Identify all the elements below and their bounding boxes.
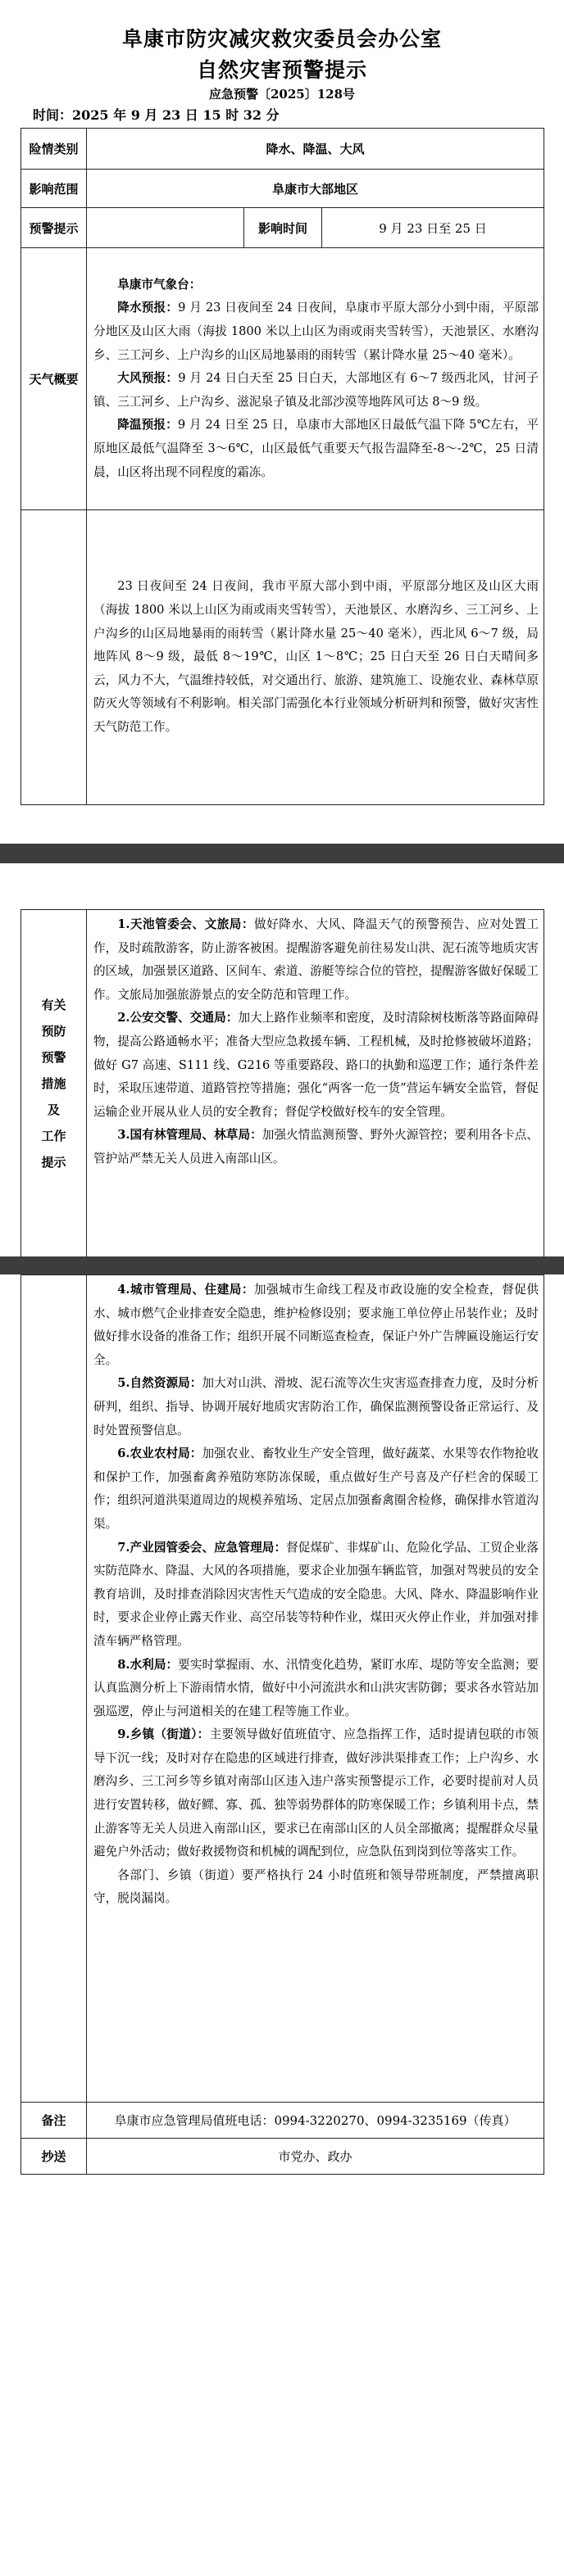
impact-scope-label: 影响范围 [21,170,87,208]
measure-item-6 [93,1442,539,1536]
measure-item-1 [93,913,539,1007]
info-table [20,128,544,805]
forecast-rain-text: 9 月 23 日夜间至 24 日夜间，阜康市平原大部分小到中雨，平原部分地区及山区大雨（海拔 1800 米以上山区为雨或雨夹雪转雪），天池景区、水磨沟乡、三工河乡、上户沟乡的山区局地暴雨的雨转雪（累计降水量 25～40 毫米）。 [93,301,539,362]
forecast-wind [93,367,539,414]
page-two [0,863,564,1256]
document-title-line1: 阜康市防灾减灾救灾委员会办公室 [121,27,442,51]
measure-item-2 [93,1007,539,1124]
forecast-rain [93,297,539,367]
measure-item-8-head: 8.水利局： [117,1657,179,1672]
measures-label [21,910,87,1257]
measure-item-1-text: 做好降水、大风、降温天气的预警预告、应对处置工作，及时疏散游客，防止游客被困。提醒游客避免前往易发山洪、泥石流等地质灾害的区域，加强景区道路、区间车、索道、游艇等综合位的管控，提醒游客做好保暖工作。文旅局加强旅游景点的安全防范和管理工作。 [93,917,539,1002]
impact-scope-value: 阜康市大部地区 [87,170,544,208]
page-one [0,0,564,844]
measures-label-continued [21,1275,87,2103]
measures-cell-part1 [87,910,544,1257]
measures-label-7: 提示 [41,1154,66,1170]
measure-item-2-head: 2.公安交警、交通局： [117,1011,239,1025]
weather-summary-text: 23 日夜间至 24 日夜间，我市平原大部小到中雨，平原部分地区及山区大雨（海拔 1800 米以上山区为雨或雨夹雪转雪），天池景区、水磨沟乡、三工河乡、上户沟乡的山区局地暴雨的雨转雪（累计降水量 25～40 毫米），西北风 6～7 级，局地阵风 8～9 级，最低 8～19℃，山区 1～8℃；25 日白天至 26 日白天晴间多云，风力不大，气温维持较低，对交通出行、旅游、建筑施工、设施农业、森林草原防灭火等领域有不利影响。相关部门需强化本行业领域分析研判和预警，做好灾害性天气防范工作。 [93,579,539,734]
alert-tip-value [87,208,244,248]
measure-item-7 [93,1537,539,1654]
measures-label-2: 预防 [41,1023,66,1039]
measure-item-6-head: 6.农业农村局： [117,1446,202,1461]
hazard-type-value: 降水、降温、大风 [87,129,544,170]
summary-label-cell [21,510,87,805]
measures-table-part2 [20,1274,544,2175]
measure-item-7-text: 督促煤矿、非煤矿山、危险化学品、工贸企业落实防范降水、降温、大风的各项措施，要求企业加强车辆监管，加强对驾驶员的安全教育培训，及时排查消除因灾害性天气造成的安全隐患。大风、降水、降温影响作业时，要求企业停止露天作业、高空吊装等特种作业，煤田灭火停止作业，并加强对排渣车辆严格管理。 [93,1540,539,1648]
measure-item-4-head: 4.城市管理局、住建局： [117,1283,255,1297]
weather-source: 阜康市气象台： [117,277,202,292]
measure-item-5-head: 5.自然资源局： [117,1376,202,1391]
weather-forecast-cell [87,248,544,510]
weather-summary-cell [87,510,544,805]
measure-item-9-head: 9.乡镇（街道）： [117,1727,210,1742]
forecast-cooling-head: 降温预报： [117,418,178,432]
page-three [0,1274,564,2576]
measures-label-1: 有关 [41,997,66,1012]
impact-period-label: 影响时间 [244,208,322,248]
weather-summary-label: 天气概要 [21,248,87,510]
measures-label-5: 及 [47,1102,60,1117]
forecast-cooling [93,414,539,484]
measures-closing: 各部门、乡镇（街道）要严格执行 24 小时值班和领导带班制度，严禁擅离职守，脱岗漏岗。 [93,1867,539,1906]
issue-time [33,105,280,124]
measure-item-3-head: 3.国有林管理局、林草局： [117,1128,262,1143]
document-title-line2: 自然灾害预警提示 [196,58,367,82]
alert-tip-label: 预警提示 [21,208,87,248]
forecast-cooling-text: 9 月 24 日至 25 日，阜康市大部地区日最低气温下降 5℃左右，平原地区最低气温降至 3～6℃，山区最低气重要天气报告温降至-8～-2℃，25 日清晨，山区将出现不同程度的霜冻。 [93,418,539,479]
measure-item-5 [93,1372,539,1442]
measure-item-2-text: 加大上路作业频率和密度，及时清除树枝断落等路面障碍物，提高公路通畅水平；准备大型应急救援车辆、工程机械，及时抢修被破坏道路；做好 G7 高速、S111 线、G216 等重要路段、路口的执勤和巡逻工作；通行条件差时，采取压速带道、道路管控等措施；强化“两客一危一货”营运车辆安全监管，督促运输企业开展从业人员的安全教育；督促学校做好校车的安全管理。 [93,1011,539,1119]
measure-item-4-text: 加强城市生命线工程及市政设施的安全检查，督促供水、城市燃气企业排查安全隐患，维护检修设别；要求施工单位停止吊装作业；及时做好排水设备的准备工作；组织开展不同断巡查检查，保证户外广告牌匾设施运行安全。 [93,1283,539,1367]
copy-to-value: 市党办、政办 [87,2139,544,2175]
measure-item-8-text: 要实时掌握雨、水、汛情变化趋势，紧盯水库、堤防等安全监测；要认真监测分析上下游雨情水情，做好中小河流洪水和山洪灾害防御；要求各水管站加强巡逻，停止与河道相关的在建工程等施工作业。 [93,1657,539,1718]
forecast-wind-text: 9 月 24 日白天至 25 日白天，大部地区有 6～7 级西北风，甘河子镇、三工河乡、上户沟乡、滋泥泉子镇及北部沙漠等地阵风可达 8～9 级。 [93,371,539,409]
measure-item-8 [93,1654,539,1724]
measure-item-9-text: 主要领导做好值班值守、应急指挥工作，适时提请包联的市领导下沉一线；及时对存在隐患的区域进行排查，做好涉洪渠排查工作；上户沟乡、水磨沟乡、三工河乡等乡镇对南部山区违入违户落实预警提示工作，必要时提前对人员进行安置转移，做好鳏、寡、孤、独等弱势群体的防寒保暖工作；乡镇利用卡点，禁止游客等无关人员进入南部山区，要求已在南部山区的人员全部撤离；提醒群众尽量避免户外活动；做好救援物资和机械的调配到位，应急队伍到岗到位等落实工作。 [93,1727,539,1859]
impact-period-value: 9 月 23 日至 25 日 [322,208,544,248]
measure-item-9 [93,1723,539,1864]
measure-item-5-text: 加大对山洪、滑坡、泥石流等次生灾害巡查排查力度，及时分析研判，组织、指导、协调开展好地质灾害防治工作，确保监测预警设备正常运行、及时处置预警信息。 [93,1376,539,1437]
measures-label-3: 预警 [41,1049,66,1065]
hazard-type-label: 险情类别 [21,129,87,170]
measure-item-1-head: 1.天池管委会、文旅局： [117,917,255,931]
forecast-wind-head: 大风预报： [117,371,179,386]
measure-item-7-head: 7.产业园管委会、应急管理局： [117,1540,287,1555]
measures-table-part1 [20,909,544,1257]
issue-time-value: 2025 年 9 月 23 日 15 时 32 分 [72,107,280,123]
measures-label-6: 工作 [41,1128,66,1143]
page-separator [0,1256,564,1274]
measures-cell-part2 [87,1275,544,2103]
measure-item-4 [93,1279,539,1372]
remarks-value: 阜康市应急管理局值班电话：0994-3220270、0994-3235169（传真） [87,2103,544,2139]
copy-to-label: 抄送 [21,2139,87,2175]
remarks-label: 备注 [21,2103,87,2139]
document-number: 应急预警〔2025〕128号 [208,87,356,102]
measure-item-6-text: 加强农业、畜牧业生产安全管理，做好蔬菜、水果等农作物抢收和保护工作，加强畜禽养殖防寒防冻保暖，重点做好生产号喜及产仔栏舍的保暖工作；组织河道洪渠道周边的规模养殖场、定居点加强畜禽圈舍检修，确保排水管道沟渠。 [93,1446,539,1531]
measure-item-3 [93,1124,539,1170]
measures-label-4: 措施 [41,1075,66,1091]
page-separator [0,844,564,863]
forecast-rain-head: 降水预报： [117,301,179,315]
measure-item-3-text: 加强火情监测预警、野外火源管控；要利用各卡点、管护站严禁无关人员进入南部山区。 [93,1128,539,1166]
issue-time-label: 时间： [33,107,73,123]
